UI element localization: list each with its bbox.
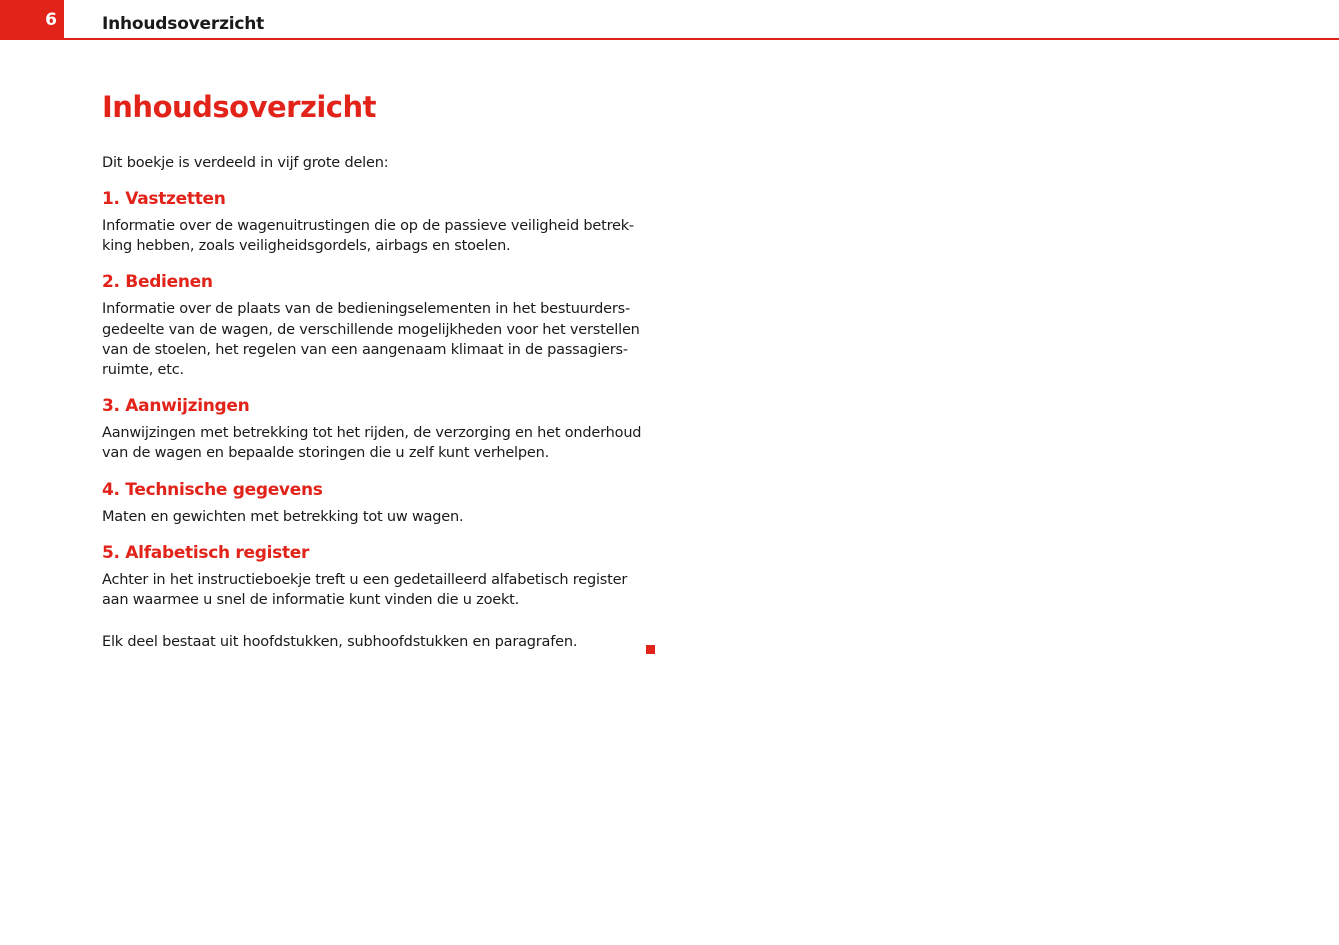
section-bedienen [102, 271, 652, 380]
section-heading: 2. Bedienen [102, 272, 213, 293]
body-line: van de wagen en bepaalde storingen die u zelf kunt verhelpen. [102, 445, 549, 462]
section-body [102, 570, 652, 610]
section-body [102, 216, 652, 256]
body-line: Achter in het instructieboekje treft u een gedetailleerd alfabetisch register [102, 571, 628, 588]
section-heading: 1. Vastzetten [102, 189, 226, 209]
section-technische-gegevens [102, 479, 652, 527]
section-body [102, 423, 652, 463]
body-line: van de stoelen, het regelen van een aangenaam klimaat in de passagiers- [102, 341, 628, 358]
section-alfabetisch-register [102, 542, 652, 610]
body-line: king hebben, zoals veiligheidsgordels, airbags en stoelen. [102, 238, 511, 255]
body-line: ruimte, etc. [102, 362, 184, 379]
red-square-icon [646, 645, 655, 654]
body-line: Informatie over de plaats van de bedieningselementen in het bestuurders- [102, 301, 631, 318]
page-number: 6 [0, 0, 64, 40]
body-line: Maten en gewichten met betrekking tot uw wagen. [102, 508, 464, 525]
section-body [102, 507, 652, 527]
section-vastzetten [102, 188, 652, 256]
section-aanwijzingen [102, 395, 652, 463]
body-line: aan waarmee u snel de informatie kunt vinden die u zoekt. [102, 592, 520, 609]
section-heading: 5. Alfabetisch register [102, 542, 310, 563]
section-heading: 3. Aanwijzingen [102, 396, 250, 417]
section-body [102, 299, 652, 380]
body-line: Aanwijzingen met betrekking tot het rijden, de verzorging en het onderhoud [102, 425, 642, 442]
header-divider [64, 38, 1339, 40]
section-heading: 4. Technische gegevens [102, 479, 323, 500]
running-header-title: Inhoudsoverzicht [102, 14, 265, 34]
intro-text: Dit boekje is verdeeld in vijf grote delen: [102, 155, 389, 171]
main-content [102, 88, 652, 652]
closing-text: Elk deel bestaat uit hoofdstukken, subhoofdstukken en paragrafen. [102, 634, 578, 651]
body-line: gedeelte van de wagen, de verschillende mogelijkheden voor het verstellen [102, 321, 640, 338]
page-title: Inhoudsoverzicht [102, 90, 376, 124]
body-line: Informatie over de wagenuitrustingen die op de passieve veiligheid betrek- [102, 218, 634, 234]
